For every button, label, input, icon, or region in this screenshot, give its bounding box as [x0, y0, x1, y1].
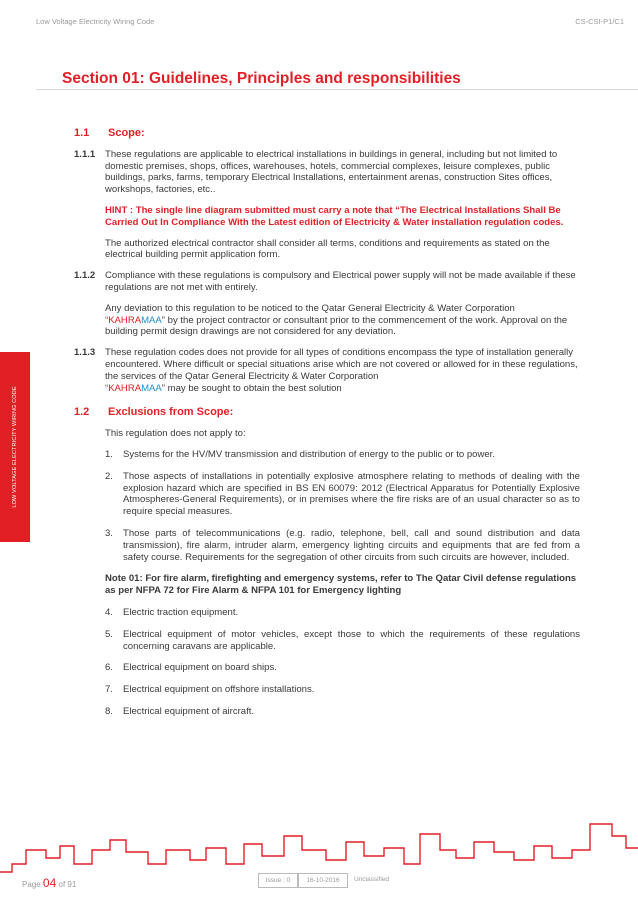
clause-1-1-2 [74, 270, 580, 347]
list-number: 2. [105, 470, 113, 482]
clause-number: 1.1.2 [74, 270, 96, 282]
section-1-2-heading [74, 407, 580, 419]
clause-text: Any deviation to this regulation to be noticed to the Qatar General Electricity & Water Corporation [105, 302, 515, 314]
clause-paragraph: Compliance with these regulations is compulsory and Electrical power supply will not be made available if these regulations are not met with entirely. [105, 270, 576, 293]
list-text: Electrical equipment on offshore installations. [123, 684, 315, 696]
main-content [74, 128, 580, 728]
page-title: Section 01: Guidelines, Principles and responsibilities [62, 70, 475, 88]
date-box: 16-10-2016 [298, 873, 348, 888]
clause-number: 1.1.3 [74, 347, 96, 359]
clause-paragraph: The authorized electrical contractor shall consider all terms, conditions and requirements as stated on the electrical building permit application form. [105, 237, 550, 261]
list-text: Electrical equipment of aircraft. [123, 705, 255, 717]
list-item [105, 629, 580, 653]
list-item [105, 684, 580, 696]
page-indicator [22, 876, 76, 890]
list-number: 3. [105, 527, 113, 539]
list-item [105, 449, 580, 461]
clause-paragraph [105, 347, 580, 394]
kahramaa-logo-text-blue: MAA [141, 314, 162, 326]
skyline-decoration [0, 820, 638, 880]
clause-text: ” by the project contractor or consultant prior to the commencement of the work. Approval on the building permit design drawings are not considered for any deviation. [105, 314, 568, 338]
section-number: 1.2 [74, 406, 90, 419]
open-quote: “ [105, 382, 109, 394]
clause-paragraph [105, 303, 580, 338]
exclusions-list-b [105, 607, 580, 718]
clause-number: 1.1.1 [74, 148, 96, 160]
list-text: Electrical equipment on board ships. [123, 662, 277, 674]
header-doc-code: CS-CSI-P1/C1 [575, 17, 624, 26]
list-text: Electrical equipment of motor vehicles, except those to which the requirements of these regulations concerning caravans are applicable. [123, 628, 580, 652]
list-text: Those parts of telecommunications (e.g. radio, telephone, bell, call and sound distribution and data transmission), fire alarm, intruder alarm, emergency lighting circuits and equipments that are fed from a safety course. Requirements for the segregation of other circuits from such circuits are however, included. [123, 527, 580, 563]
hint-paragraph: HINT : The single line diagram submitted must carry a note that “The Electrical Installations Shall Be Carried Out In Compliance With the Latest edition of Electricity & Water installation regulation codes. [105, 204, 564, 228]
clause-text: ” may be sought to obtain the best solution [161, 382, 342, 394]
list-text: Electric traction equipment. [123, 606, 239, 618]
header-doc-title: Low Voltage Electricity Wiring Code [36, 17, 155, 26]
list-number: 4. [105, 606, 113, 618]
list-item [105, 471, 580, 518]
sidebar-label: LOW VOLTAGE ELECTRICITY WIRING CODE [12, 386, 18, 508]
clause-1-1-1 [74, 149, 580, 270]
list-number: 7. [105, 684, 113, 696]
list-item [105, 528, 580, 563]
exclusions-intro: This regulation does not apply to: [105, 428, 246, 440]
issue-box: Issue : 0 [258, 873, 298, 888]
section-label: Scope: [108, 127, 145, 139]
kahramaa-logo-text-blue: MAA [141, 382, 162, 394]
list-item [105, 662, 580, 674]
kahramaa-logo-text-red: KAHRA [108, 314, 142, 326]
exclusions-list-a [105, 449, 580, 563]
list-number: 6. [105, 662, 113, 674]
title-divider [36, 89, 638, 90]
kahramaa-logo-text-red: KAHRA [108, 382, 142, 394]
clause-1-1-3 [74, 347, 580, 403]
classification-label: Unclassified [354, 876, 390, 883]
page-prefix: Page [22, 880, 41, 889]
clause-paragraph: These regulations are applicable to electrical installations in buildings in general, including but not limited to domestic premises, shops, offices, warehouses, hotels, commercial complexes, leisure complexes, public buildings, parks, farms, temporary Electrical Installations, entertainment arenas, construction Sites offices, workshops, factories, etc.. [105, 148, 558, 196]
open-quote: “ [105, 314, 109, 326]
sidebar-tab [0, 352, 30, 542]
list-text: Systems for the HV/MV transmission and distribution of energy to the public or to power. [123, 448, 495, 460]
list-number: 8. [105, 705, 113, 717]
list-number: 1. [105, 448, 113, 460]
list-item [105, 607, 580, 619]
list-text: Those aspects of installations in potentially explosive atmosphere relating to methods of dealing with the explosion hazard which are specified in BS EN 60079: 2012 (Electrical Apparatus for Potentially Explosive Atmospheres-General Requirements), or in premises where the fire risks are of an usual character so as to require special measures. [123, 470, 580, 518]
page-total: of 91 [58, 880, 77, 889]
section-1-1-heading [74, 128, 580, 140]
section-number: 1.1 [74, 127, 90, 139]
list-item [105, 706, 580, 718]
clause-text: These regulation codes does not provide for all types of conditions encompass the type of installation generally encountered. Where difficult or special situations arise which are not covered or allowed for in these regulations, the services of the Qatar General Electricity & Water Corporation [105, 347, 578, 382]
section-label: Exclusions from Scope: [108, 406, 234, 419]
note-01: Note 01: For fire alarm, firefighting and emergency systems, refer to The Qatar Civil defense regulations as per NFPA 72 for Fire Alarm & NFPA 101 for Emergency lighting [105, 573, 577, 597]
list-number: 5. [105, 628, 113, 640]
page-number: 04 [42, 876, 57, 890]
